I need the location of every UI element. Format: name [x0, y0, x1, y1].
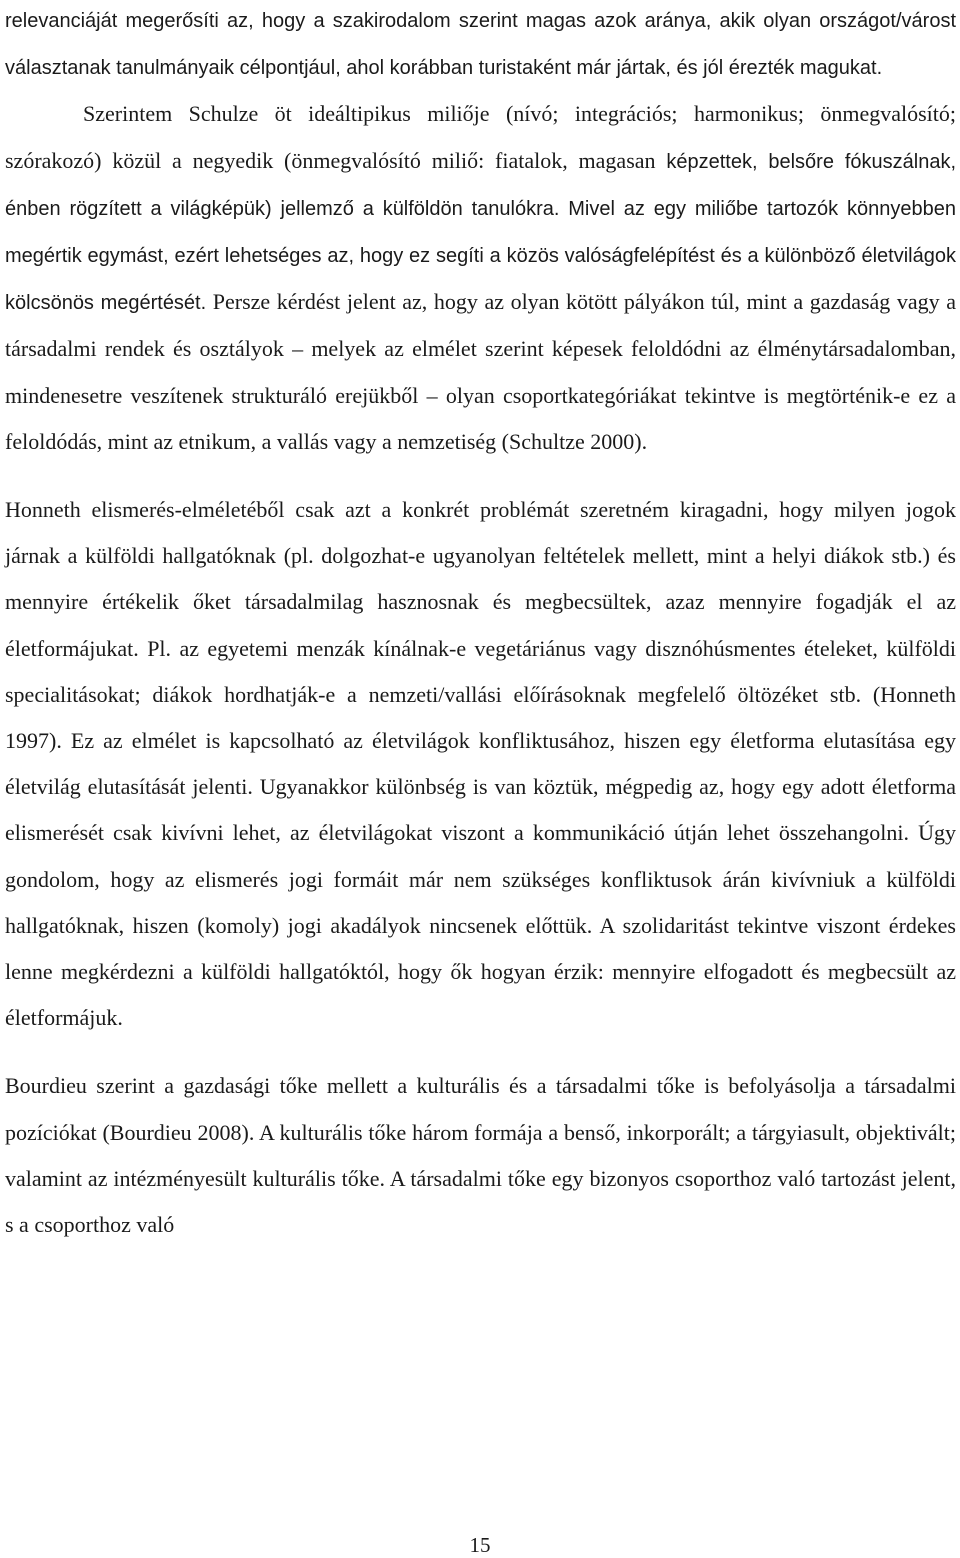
paragraph-text: Honneth elismerés-elméletéből csak azt a konkrét problémát szeretném kiragadni, hogy milyen jogok járnak a külföldi hallgatóknak (pl. dolgozhat-e ugyanolyan feltételek mellett, mint a helyi diákok stb.) és mennyire értékelik őket társadalmilag hasznosnak és megbecsültek, azaz mennyire fogadják el az életformájukat. Pl. az egyetemi menzák kínálnak-e vegetáriánus vagy disznóhúsmentes ételeket, külföldi specialitásokat; diákok hordhatják-e a nemzeti/vallási előírásoknak megfelelő öltözéket stb. (Honneth 1997). Ez az elmélet is kapcsolható az életvilágok konfliktusához, hiszen egy életforma elutasítása egy életvilág elutasítását jelenti. Ugyanakkor különbség is van köztük, mégpedig az, hogy egy adott életforma elismerését csak kivívni lehet, az életvilágokat viszont a kommunikáció útján lehet összehangolni. Úgy gondolom, hogy az elismerés jogi formáit már nem szükséges konfliktusok árán kivívniuk a külföldi hallgatóknak, hiszen (komoly) jogi akadályok nincsenek előttük. A szolidaritást tekintve viszont érdekes lenne megkérdezni a külföldi hallgatóktól, hogy ők hogyan érzik: mennyire elfogadott és megbecsült az életformájuk.	[5, 497, 956, 1031]
paragraph-schulze	[5, 91, 956, 465]
paragraph-text: relevanciáját megerősíti az, hogy a szakirodalom szerint magas azok aránya, akik olyan országot/várost választanak tanulmányaik célpontjául, ahol korábban turistaként már jártak, és jól érezték magukat.	[5, 10, 956, 80]
paragraph-text: Bourdieu szerint a gazdasági tőke mellett a kulturális és a társadalmi tőke is befolyásolja a társadalmi pozíciókat (Bourdieu 2008). A kulturális tőke három formája a benső, inkorporált; a tárgyiasult, objektivált; valamint az intézményesült kulturális tőke. A társadalmi tőke egy bizonyos csoporthoz való tartozást jelent, s a csoporthoz való	[5, 1073, 956, 1238]
paragraph-continuation	[5, 0, 956, 91]
page-number: 15	[469, 1533, 491, 1557]
paragraph-honneth	[5, 487, 956, 1041]
paragraph-text: Persze kérdést jelent az, hogy az olyan kötött pályákon túl, mint a gazdaság vagy a társadalmi rendek és osztályok – melyek az elmélet szerint képesek feloldódni az élménytársadalomban, mindenesetre veszítenek strukturáló erejükből – olyan csoportkategóriákat tekintve is megtörténik-e ez a feloldódás, mint az etnikum, a vallás vagy a nemzetiség (Schultze 2000).	[5, 289, 956, 454]
paragraph-bourdieu	[5, 1063, 956, 1248]
document-page	[5, 0, 956, 1248]
paragraph-text: képzettek, belsőre fókuszálnak, énben rögzített a világképük) jellemző a külföldön tanulókra. Mivel az egy miliőbe tartozók könnyebben megértik egymást, ezért lehetséges az, hogy ez segíti a közös valóságfelépítést és a különböző életvilágok kölcsönös megértését.	[5, 150, 956, 315]
paragraph-text: Szerintem Schulze öt ideáltipikus miliője (nívó; integrációs; harmonikus; önmegvalósító; szórakozó) közül a negyedik (önmegvalósító miliő: fiatalok, magasan	[5, 101, 956, 173]
